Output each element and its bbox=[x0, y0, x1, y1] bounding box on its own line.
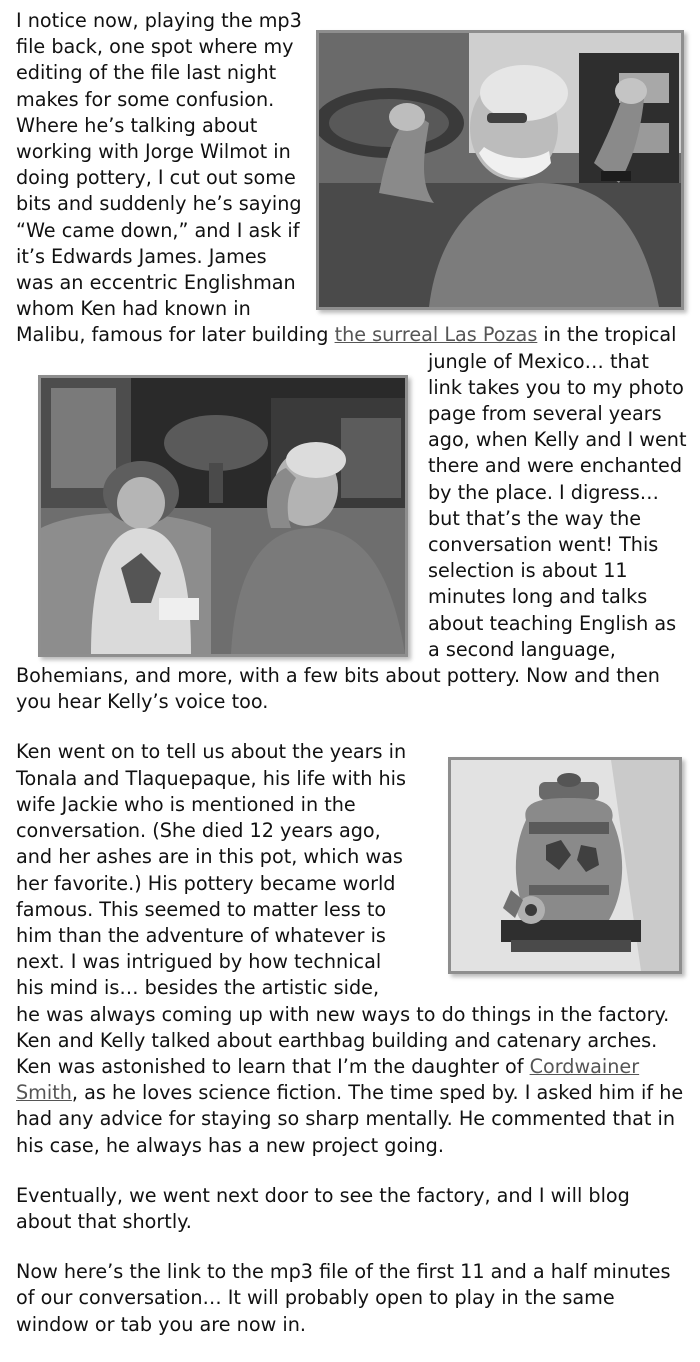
paragraph-2 bbox=[16, 739, 688, 1158]
paragraph-3: Eventually, we went next door to see the factory, and I will blog about that shortly. bbox=[16, 1183, 630, 1233]
paragraph-1 bbox=[16, 8, 688, 715]
paragraph-2-text: Ken went on to tell us about the years in Tonala and Tlaquepaque, his life with his wife Jackie who is mentioned in the conversation. (She died 12 years ago, and her ashes are in this pot, which was her favorite.) His pottery became world famous. This seemed to matter less to him than the adventure of whatever is next. I was intrigued by how technical his mind is… besides the artistic side, he was always coming up with new ways to do things in the factory. Ken and Kelly talked about earthbag building and catenary arches. Ken was astonished to learn that I’m the daughter of bbox=[16, 740, 670, 1078]
paragraph-2-text-continued: , as he loves science fiction. The time sped by. I asked him if he had any advice for staying so sharp mentally. He commented that in his case, he always has a new project going. bbox=[16, 1081, 684, 1157]
photo-ceramic-urn bbox=[448, 757, 682, 974]
paragraph-1-text: I notice now, playing the mp3 file back, one spot where my editing of the file last night makes for some confusion. Where he’s talking about working with Jorge Wilmot in doing pottery, I cut out some bits and suddenly he’s saying “We came down,” and I ask if it’s Edwards James. James was an eccentric Englishman whom Ken had known in Malibu, famous for later building bbox=[16, 9, 335, 347]
photo-ken-gesturing bbox=[316, 30, 684, 310]
cordwainer-smith-link[interactable]: Cordwainer Smith bbox=[16, 1054, 640, 1105]
paragraph-4: Now here’s the link to the mp3 file of the first 11 and a half minutes of our conversation… It will probably open to play in the same window or tab you are now in. bbox=[16, 1260, 671, 1336]
photo-kelly-and-ken-on-couch bbox=[38, 375, 408, 657]
blog-post-body bbox=[16, 8, 688, 1362]
las-pozas-link[interactable]: the surreal Las Pozas bbox=[334, 323, 538, 347]
paragraph-1-text-continued: in the tropical jungle of Mexico… that link takes you to my photo page from several years ago, when Kelly and I went there and were enchanted by the place. I digress… but that’s the way the conversation went! This selection is about 11 minutes long and talks about teaching English as a second language, Bohemians, and more, with a few bits about pottery. Now and then you hear Kelly’s voice too. bbox=[16, 323, 687, 714]
